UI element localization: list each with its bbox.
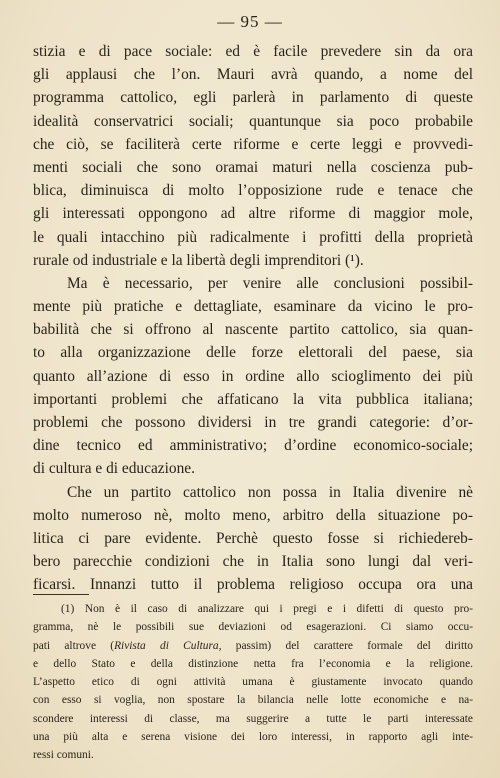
text-line: Ma è necessario, per venire alle conclusioni possibil- — [67, 274, 473, 292]
text-line: molto numeroso nè, molto meno, arbitro della situazione po- — [33, 506, 473, 524]
footnote-citation-title: Rivista di Cultura, — [114, 639, 222, 652]
footnote-line: gramma, nè le possibili sue deviazioni od esagerazioni. Ci siamo occu- — [33, 621, 473, 634]
main-text — [33, 40, 473, 597]
footnote-line: (1) Non è il caso di analizzare qui i pregi e i difetti di questo pro- — [61, 603, 473, 615]
text-line: blica, diminuisca di molto l’opposizione rude e tenace che — [33, 182, 473, 200]
text-line: litica ci pare evidente. Perchè questo fosse si richiedereb- — [33, 529, 473, 547]
page-number: — 95 — — [217, 12, 283, 31]
text-line: programma cattolico, egli parlerà in parlamento di queste — [33, 89, 473, 107]
text-line: le quali intacchino più radicalmente i profitti della proprietà — [33, 228, 473, 246]
text-line: bero parecchie condizioni che in Italia sono lungi dal veri- — [33, 553, 473, 571]
text-line: importanti problemi che affaticano la vita pubblica italiana; — [33, 390, 473, 408]
text-line: idealità conservatrici sociali; quantunque sia poco probabile — [33, 112, 473, 130]
footnote — [33, 600, 473, 765]
footnote-divider — [33, 594, 89, 595]
text-line: quanto all’azione di esso in ordine allo scioglimento dei più — [33, 367, 473, 385]
footnote-line: con esso si voglia, non spostare la bilancia nelle lotte economiche e na- — [33, 694, 473, 707]
text-line: stizia e di pace sociale: ed è facile prevedere sin da ora — [33, 43, 473, 60]
text-line: di cultura e di educazione. — [33, 460, 195, 478]
footnote-text: pati altrove ( — [33, 639, 115, 652]
footnote-line: L’aspetto etico di ogni attività umana è giustamente invocato quando — [33, 676, 473, 689]
text-line: babilità che si offrono al nascente partito cattolico, sia quan- — [33, 321, 473, 339]
text-line: rurale od industriale e la libertà degli imprenditori (¹). — [33, 251, 364, 269]
footnote-line: e dello Stato e della distinzione netta fra l’economia e la religione. — [33, 657, 473, 670]
text-line: che ciò, se faciliterà certe riforme e certe leggi e provvedi- — [33, 135, 473, 153]
text-line: to alla organizzazione delle forze elettorali del paese, sia — [33, 344, 473, 362]
text-line: ficarsi. Innanzi tutto il problema religioso occupa ora una — [33, 576, 473, 594]
text-line: problemi che possono dividersi in tre grandi categorie: d’or- — [33, 414, 473, 431]
text-line: menti sociali che sono oramai maturi nella coscienza pub- — [33, 158, 473, 176]
text-line: Che un partito cattolico non possa in Italia divenire nè — [67, 483, 473, 501]
footnote-text: passim) del carattere formale del diritto — [221, 639, 473, 652]
text-line: mente più pratiche e dettagliate, esaminare da vicino le pro- — [33, 298, 473, 316]
footnote-line: una più alta e serena visione dei loro interessi, in rapporto agli inte- — [33, 731, 473, 744]
text-line: gli applausi che l’on. Mauri avrà quando, a nome del — [33, 66, 473, 84]
footnote-line — [33, 637, 473, 655]
text-line: dine tecnico ed amministrativo; d’ordine economico-sociale; — [33, 437, 473, 455]
footnote-line: scondere interessi di classe, ma suggerire a tutte le parti interessate — [33, 712, 473, 725]
text-line: gli interessati oppongono ad altre riforme di maggior mole, — [33, 205, 473, 223]
footnote-line: ressi comuni. — [33, 749, 94, 762]
